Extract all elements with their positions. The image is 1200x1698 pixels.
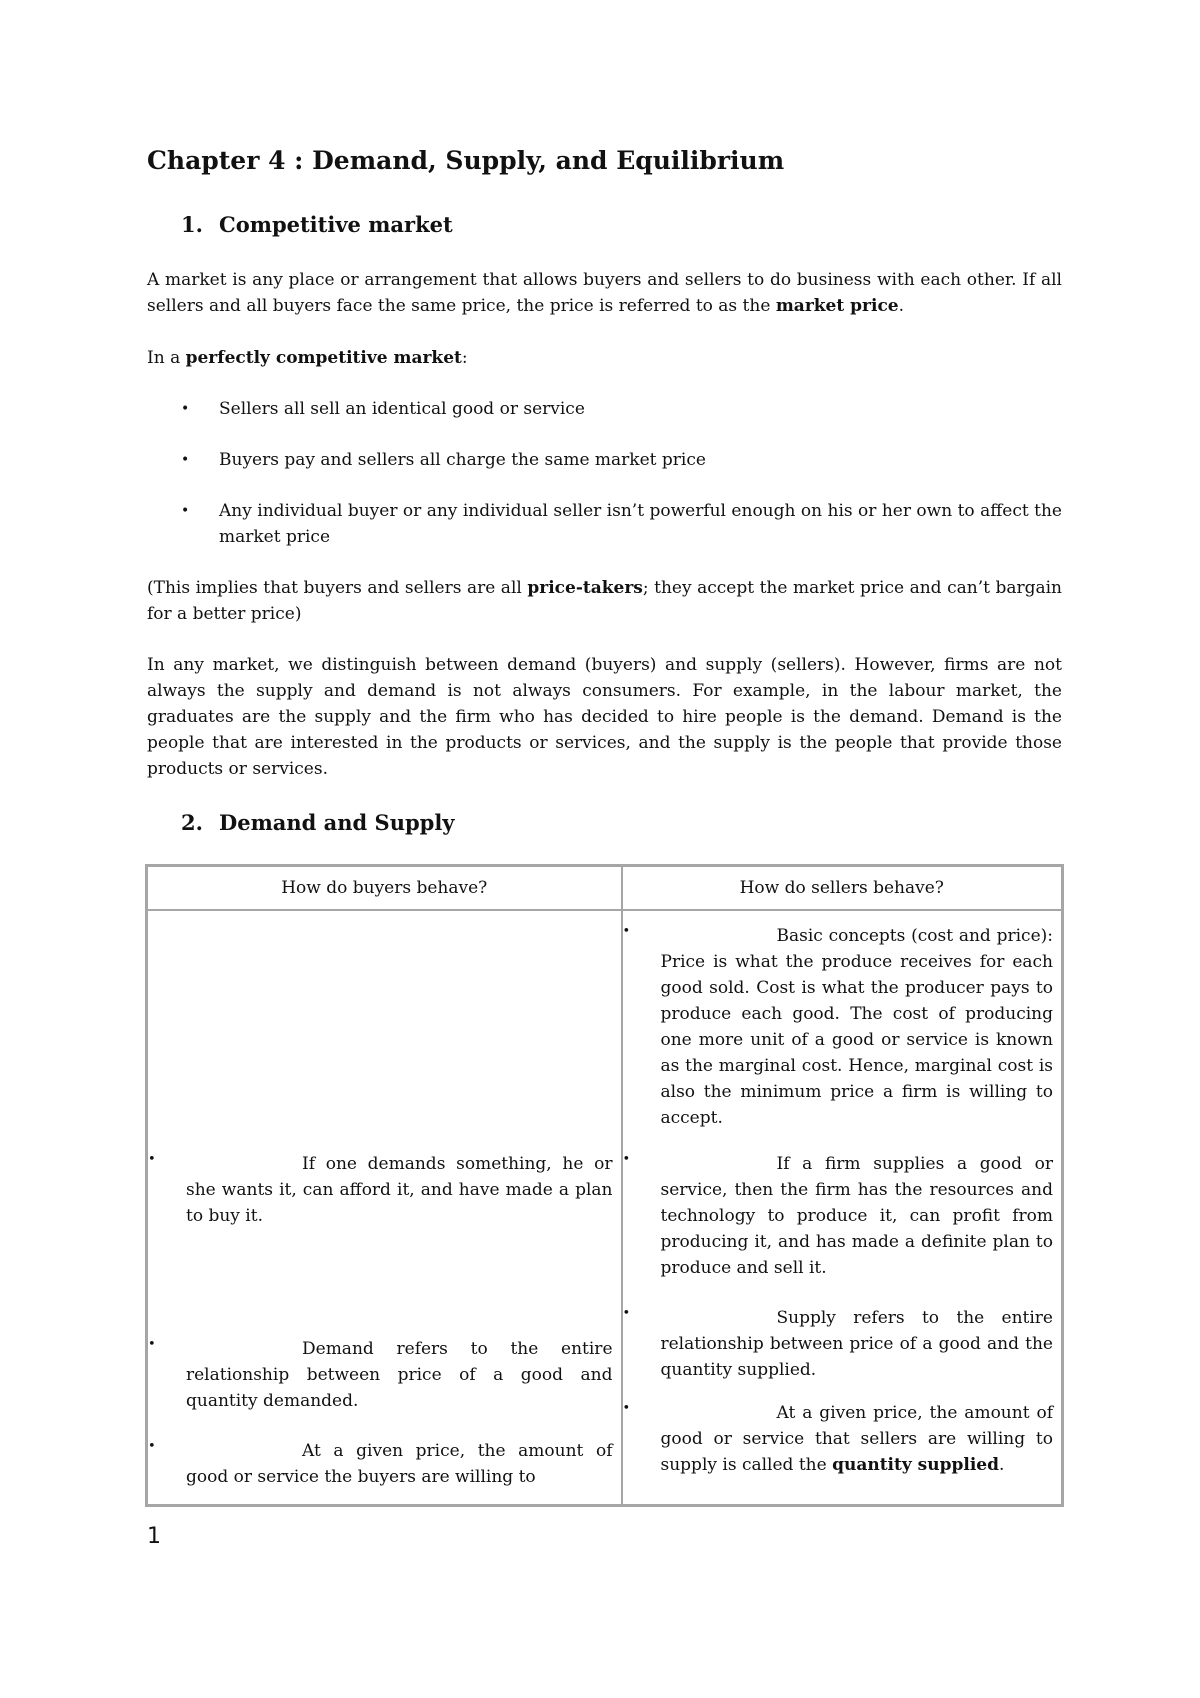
buyer-bullet-text: At a given price, the amount of good or service the buyers are willing to (186, 1441, 613, 1487)
list-item (181, 498, 1062, 550)
implication-text: (This implies that buyers and sellers are all (147, 578, 528, 598)
section-number: 1. (181, 212, 203, 237)
bullet-text: Buyers pay and sellers all charge the same market price (219, 450, 706, 470)
table-row (147, 910, 1063, 1506)
buyers-cell (147, 910, 622, 1506)
list-item (181, 447, 1062, 473)
seller-text: At a given price, the amount of good or service that sellers are willing to supply is called the (660, 1403, 1053, 1475)
list-item (623, 923, 1054, 1131)
list-item (623, 1305, 1054, 1383)
bullet-icon: • (181, 503, 190, 519)
seller-bullet-text (661, 1400, 1054, 1478)
buyers-sellers-table (145, 864, 1064, 1507)
sellers-header: How do sellers behave? (622, 866, 1063, 911)
bullet-icon: • (622, 1152, 631, 1167)
buyer-bullet-text: Demand refers to the entire relationship between price of a good and quantity demanded. (186, 1339, 613, 1411)
section-title: Demand and Supply (219, 810, 455, 835)
buyer-bullet-text: If one demands something, he or she wants it, can afford it, and have made a plan to buy it. (186, 1154, 613, 1226)
list-item (148, 1438, 613, 1490)
bullet-icon: • (148, 1439, 156, 1454)
list-item (181, 396, 1062, 422)
perfect-market-term: perfectly competitive market (185, 348, 462, 368)
table-header-row (147, 866, 1063, 911)
seller-bullet-text: Supply refers to the entire relationship between price of a good and the quantity supplied. (660, 1308, 1053, 1380)
bullet-icon: • (148, 1152, 156, 1167)
seller-bullet-text: If a firm supplies a good or service, then the firm has the resources and technology to produce it, can profit from producing it, and has made a definite plan to produce and sell it. (660, 1154, 1053, 1278)
implication-paragraph (147, 575, 1062, 627)
section-heading-2 (181, 810, 455, 835)
bullet-icon: • (148, 1337, 156, 1352)
bullet-icon: • (622, 1306, 631, 1321)
section-title: Competitive market (219, 212, 453, 237)
buyers-header: How do buyers behave? (147, 866, 622, 911)
list-item (148, 1336, 613, 1414)
bullet-text: Sellers all sell an identical good or service (219, 399, 585, 419)
bullet-icon: • (622, 1401, 631, 1416)
bullet-text: Any individual buyer or any individual seller isn’t powerful enough on his or her own to affect the market price (219, 501, 1062, 547)
lead-text-end: : (461, 348, 468, 368)
list-item (623, 1151, 1054, 1281)
list-item (148, 1151, 613, 1229)
sellers-cell (622, 910, 1063, 1506)
intro-paragraph (147, 267, 1062, 319)
quantity-supplied-term: quantity supplied (832, 1455, 999, 1475)
section-heading-1 (181, 212, 453, 237)
bullet-icon: • (181, 452, 190, 468)
section-number: 2. (181, 810, 203, 835)
seller-text-end: . (998, 1455, 1005, 1475)
intro-text: A market is any place or arrangement that allows buyers and sellers to do business with each other. If all sellers and all buyers face the same price, the price is referred to as the (147, 270, 1062, 316)
distinction-paragraph: In any market, we distinguish between demand (buyers) and supply (sellers). However, firms are not always the supply and demand is not always consumers. For example, in the labour market, the graduates are the supply and the firm who has decided to hire people is the demand. Demand is the people that are interested in the products or services, and the supply is the people that provide those products or services. (147, 655, 1062, 779)
intro-text-end: . (898, 296, 905, 316)
lead-text: In a (147, 348, 186, 368)
seller-bullet-text: Basic concepts (cost and price): Price is what the produce receives for each good sold. Cost is what the producer pays to produce each good. The cost of producing one more unit of a good or service is known as the marginal cost. Hence, marginal cost is also the minimum price a firm is willing to accept. (660, 926, 1053, 1128)
chapter-title: Chapter 4 : Demand, Supply, and Equilibrium (147, 146, 785, 175)
list-item (623, 1400, 1054, 1478)
bullet-icon: • (181, 401, 190, 417)
page-number: 1 (147, 1524, 161, 1549)
price-takers-term: price-takers (527, 578, 643, 598)
implication-text-end: ; they accept the market price and can’t bargain for a better price) (147, 578, 1063, 624)
bullet-icon: • (622, 924, 631, 939)
perfect-market-lead (147, 345, 1062, 371)
market-price-term: market price (775, 296, 899, 316)
